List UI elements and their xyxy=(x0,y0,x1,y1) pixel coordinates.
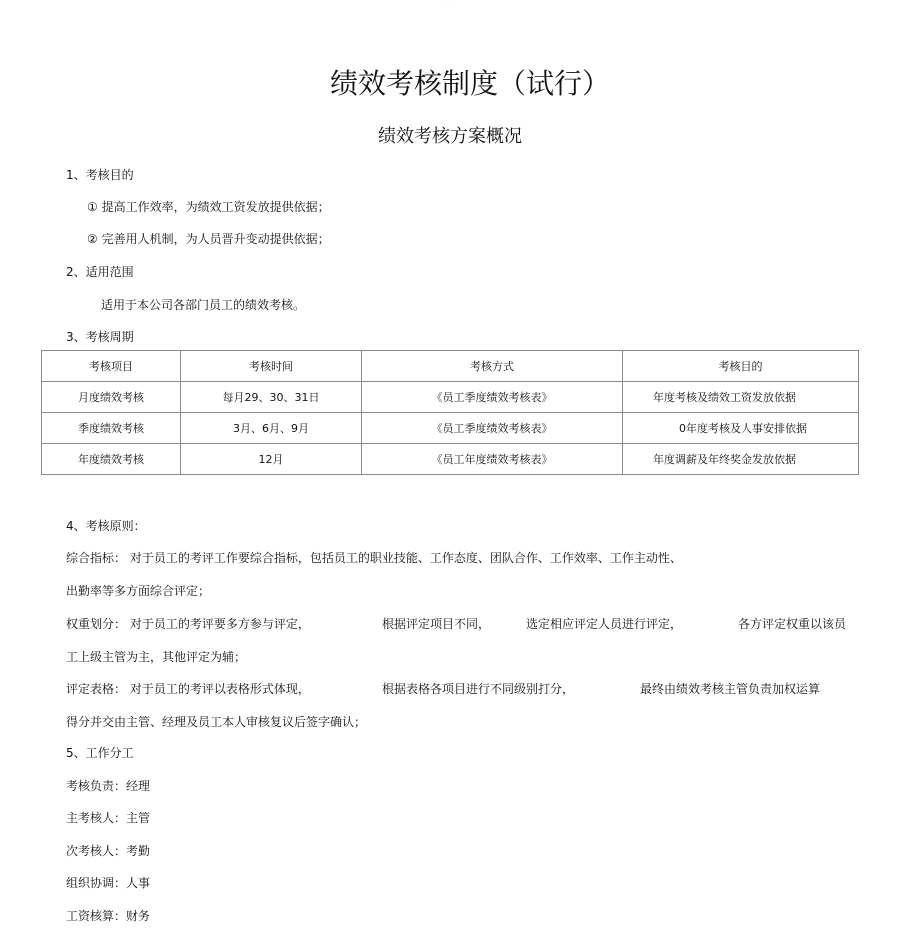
weight-division-part-1: 权重划分： 对于员工的考评要多方参与评定， xyxy=(66,617,310,631)
table-cell: 年度考核及绩效工资发放依据 xyxy=(623,382,859,413)
section-5-heading: 5、工作分工 xyxy=(66,746,134,760)
division-item-4: 组织协调：人事 xyxy=(66,876,151,890)
division-item-2: 主考核人：主管 xyxy=(66,811,151,825)
section-1-item-1: ① 提高工作效率，为绩效工资发放提供依据； xyxy=(87,200,330,214)
assessment-cycle-table xyxy=(41,350,859,475)
division-item-3: 次考核人：考勤 xyxy=(66,844,151,858)
evaluation-form-part-3: 最终由绩效考核主管负责加权运算 xyxy=(640,682,821,696)
weight-division-part-3: 选定相应评定人员进行评定， xyxy=(526,617,683,631)
section-1-heading: 1、考核目的 xyxy=(66,168,134,182)
weight-division-line-2: 工上级主管为主，其他评定为辅； xyxy=(66,650,247,664)
table-cell: 12月 xyxy=(181,444,362,475)
section-1-item-2: ② 完善用人机制，为人员晋升变动提供依据； xyxy=(87,232,330,246)
evaluation-form-part-1: 评定表格： 对于员工的考评以表格形式体现， xyxy=(66,682,310,696)
section-4-heading: 4、考核原则： xyxy=(66,519,146,533)
table-header-cell: 考核方式 xyxy=(362,351,623,382)
table-cell: 《员工季度绩效考核表》 xyxy=(362,413,623,444)
weight-division-part-4: 各方评定权重以该员 xyxy=(738,617,847,631)
table-row xyxy=(42,382,859,413)
table-cell: 年度调薪及年终奖金发放依据 xyxy=(623,444,859,475)
table-header-cell: 考核项目 xyxy=(42,351,181,382)
section-3-heading: 3、考核周期 xyxy=(66,330,134,344)
table-header-cell: 考核时间 xyxy=(181,351,362,382)
table-cell: 《员工季度绩效考核表》 xyxy=(362,382,623,413)
page-mark: · xyxy=(447,0,449,7)
division-item-5: 工资核算：财务 xyxy=(66,909,151,923)
table-cell: 0年度考核及人事安排依据 xyxy=(623,413,859,444)
evaluation-form-line-2: 得分并交由主管、经理及员工本人审核复议后签字确认； xyxy=(66,715,367,729)
table-cell: 月度绩效考核 xyxy=(42,382,181,413)
table-row xyxy=(42,444,859,475)
table-row xyxy=(42,413,859,444)
table-cell: 年度绩效考核 xyxy=(42,444,181,475)
document-title: 绩效考核制度（试行） xyxy=(329,67,610,100)
division-item-1: 考核负责：经理 xyxy=(66,779,151,793)
table-cell: 每月29、30、31日 xyxy=(181,382,362,413)
section-2-text: 适用于本公司各部门员工的绩效考核。 xyxy=(101,298,306,312)
table-cell: 季度绩效考核 xyxy=(42,413,181,444)
weight-division-part-2: 根据评定项目不同， xyxy=(382,617,491,631)
document-subtitle: 绩效考核方案概况 xyxy=(378,126,522,147)
table-header-cell: 考核目的 xyxy=(623,351,859,382)
evaluation-form-part-2: 根据表格各项目进行不同级别打分， xyxy=(382,682,575,696)
section-2-heading: 2、适用范围 xyxy=(66,265,134,279)
table-cell: 3月、6月、9月 xyxy=(181,413,362,444)
comprehensive-index-line-1: 综合指标： 对于员工的考评工作要综合指标，包括员工的职业技能、工作态度、团队合作、工作效率、工作主动性、 xyxy=(66,551,682,565)
table-cell: 《员工年度绩效考核表》 xyxy=(362,444,623,475)
table-header-row xyxy=(42,351,859,382)
comprehensive-index-line-2: 出勤率等多方面综合评定； xyxy=(66,584,211,598)
